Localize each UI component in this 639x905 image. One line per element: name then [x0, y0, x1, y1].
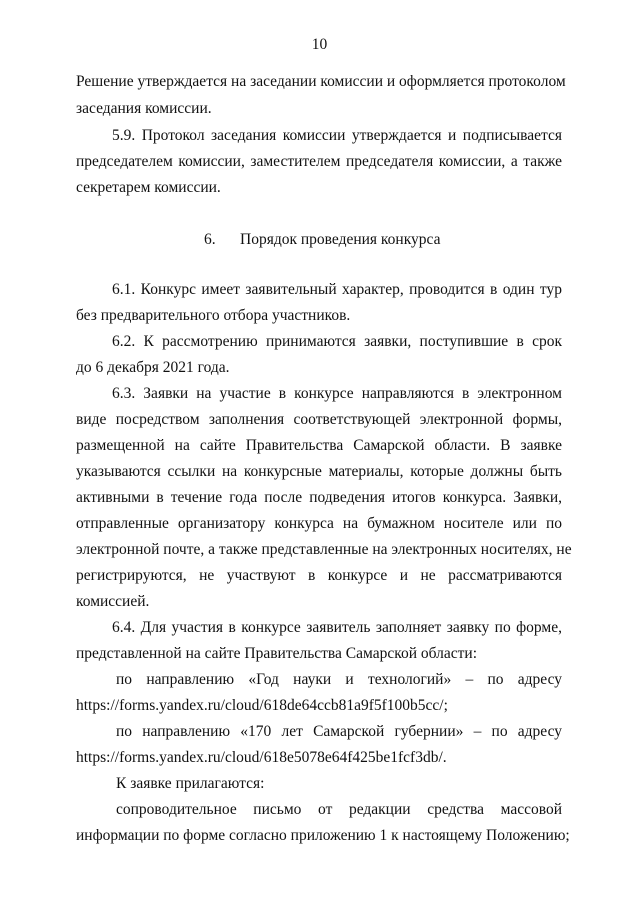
text-line: представленной на сайте Правительства Самарской области: [76, 645, 478, 662]
text-line: информации по форме согласно приложению 1 к настоящему Положению; [76, 827, 570, 844]
text-line: электронной почте, а также представленные на электронных носителях, не [76, 541, 572, 558]
section-title: Порядок проведения конкурса [240, 231, 441, 248]
text-line: активными в течение года после подведения итогов конкурса. Заявки, [76, 489, 562, 506]
text-line: виде посредством заполнения соответствующей электронной формы, [76, 411, 562, 428]
clause-6-4: 6.4. Для участия в конкурсе заявитель заполняет заявку по форме, [112, 619, 562, 636]
page-number: 10 [311, 36, 328, 53]
clause-6-1: 6.1. Конкурс имеет заявительный характер, проводится в один тур [112, 281, 562, 298]
text-line: Решение утверждается на заседании комиссии и оформляется протоколом [76, 73, 566, 90]
text-line: К заявке прилагаются: [116, 775, 265, 792]
text-line: отправленные организатору конкурса на бумажном носителе или по [76, 515, 562, 532]
text-line: без предварительного отбора участников. [76, 307, 351, 324]
text-line: до 6 декабря 2021 года. [76, 359, 230, 376]
text-line: заседания комиссии. [76, 100, 212, 117]
text-line: размещенной на сайте Правительства Самарской области. В заявке [76, 437, 562, 454]
clause-5-9: 5.9. Протокол заседания комиссии утверждается и подписывается [112, 127, 562, 144]
clause-6-2: 6.2. К рассмотрению принимаются заявки, поступившие в срок [112, 333, 562, 350]
form-link: https://forms.yandex.ru/cloud/618e5078e64f425be1fcf3db/. [76, 749, 447, 766]
section-number: 6. [204, 231, 216, 248]
text-line: по направлению «170 лет Самарской губернии» – по адресу [116, 723, 562, 740]
form-link: https://forms.yandex.ru/cloud/618de64ccb81a9f5f100b5cc/; [76, 697, 448, 714]
text-line: секретарем комиссии. [76, 179, 221, 196]
text-line: сопроводительное письмо от редакции средства массовой [116, 801, 562, 818]
text-line: комиссией. [76, 593, 150, 610]
text-line: председателем комиссии, заместителем председателя комиссии, а также [76, 153, 562, 170]
text-line: указываются ссылки на конкурсные материалы, которые должны быть [76, 463, 562, 480]
text-line: регистрируются, не участвуют в конкурсе и не рассматриваются [76, 567, 562, 584]
text-line: по направлению «Год науки и технологий» – по адресу [116, 671, 562, 688]
clause-6-3: 6.3. Заявки на участие в конкурсе направляются в электронном [112, 385, 562, 402]
